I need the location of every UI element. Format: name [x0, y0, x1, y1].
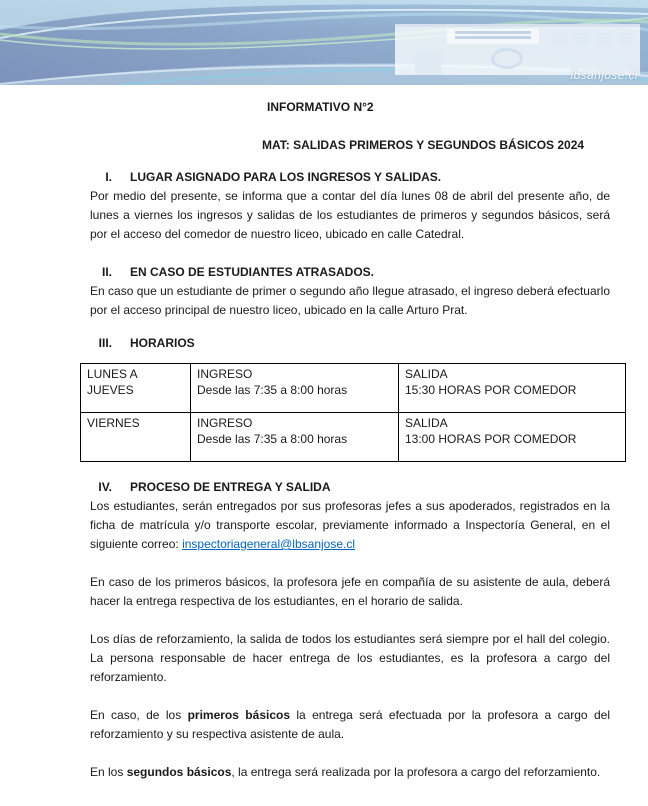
ingreso-detail: Desde las 7:35 a 8:00 horas: [197, 432, 348, 446]
salida-detail: 15:30 HORAS POR COMEDOR: [405, 383, 577, 397]
section-3-heading: [90, 334, 610, 353]
email-link[interactable]: inspectoriageneral@lbsanjose.cl: [182, 537, 356, 551]
section-4-heading: [90, 478, 610, 497]
text-run: , la entrega será realizada por la profesora a cargo del reforzamiento.: [231, 765, 601, 779]
day-cell: [81, 413, 191, 462]
building-logo-oval: [491, 48, 523, 69]
day-label: LUNES A JUEVES: [87, 367, 138, 397]
document-title: INFORMATIVO N°2: [267, 100, 374, 114]
building-sign: [447, 29, 539, 44]
section-1-body: Por medio del presente, se informa que a contar del día lunes 08 de abril del presente año, de lunes a viernes los ingresos y salidas de los estudiantes de primeros y segundos básicos, será por el acceso del comedor de nuestro liceo, ubicado en calle Catedral.: [90, 189, 610, 241]
building-windows: [553, 33, 636, 44]
building-windows: [553, 54, 636, 67]
ingreso-label: INGRESO: [197, 416, 253, 430]
building-door: [415, 50, 441, 75]
section-4-paragraph-3: Los días de reforzamiento, la salida de todos los estudiantes será siempre por el hall del colegio. La persona responsable de hacer entrega de los estudiantes, es la profesora a cargo del reforzamiento.: [90, 632, 610, 684]
salida-label: SALIDA: [405, 367, 448, 381]
section-4-paragraph-4: [90, 706, 610, 744]
section-4-paragraph-5: [90, 763, 610, 782]
website-label: lbsanjose.cl: [570, 68, 638, 82]
section-1-number: I.: [105, 170, 112, 184]
salida-cell: [399, 413, 626, 462]
text-run: Los estudiantes, serán entregados por sus profesoras jefes a sus apoderados, registrados en la ficha de matrícula y/o transporte escolar, previamente informado a Inspectoría General, en el siguiente correo:: [90, 499, 610, 551]
header-banner: [0, 0, 648, 85]
section-4-title: PROCESO DE ENTREGA Y SALIDA: [130, 480, 331, 494]
document-content: [0, 85, 648, 782]
table-row: [81, 364, 626, 413]
document-subject: MAT: SALIDAS PRIMEROS Y SEGUNDOS BÁSICOS 2024: [262, 138, 585, 152]
ingreso-label: INGRESO: [197, 367, 253, 381]
section-2-number: II.: [101, 265, 112, 279]
section-1-heading: [90, 168, 610, 187]
schedule-table: [80, 363, 626, 462]
section-4-paragraph-2: En caso de los primeros básicos, la profesora jefe en compañía de su asistente de aula, deberá hacer la entrega respectiva de los estudiantes, en el horario de salida.: [90, 575, 610, 608]
section-3-number: III.: [98, 336, 112, 350]
table-row: [81, 413, 626, 462]
text-run: En caso, de los: [90, 708, 188, 722]
section-2-title: EN CASO DE ESTUDIANTES ATRASADOS.: [130, 265, 375, 279]
day-label: VIERNES: [87, 416, 140, 430]
section-1-title: LUGAR ASIGNADO PARA LOS INGRESOS Y SALIDAS.: [130, 170, 442, 184]
text-run: la entrega será efectuada por la profesora a cargo del reforzamiento y su respectiva asistente de aula.: [90, 708, 610, 741]
text-run-bold: segundos básicos: [126, 765, 232, 779]
day-cell: [81, 364, 191, 413]
section-4-number: IV.: [98, 480, 112, 494]
ingreso-detail: Desde las 7:35 a 8:00 horas: [197, 383, 348, 397]
section-3-title: HORARIOS: [130, 336, 195, 350]
salida-label: SALIDA: [405, 416, 448, 430]
section-2-body: En caso que un estudiante de primer o segundo año llegue atrasado, el ingreso deberá efectuarlo por el acceso principal de nuestro liceo, ubicado en la calle Arturo Prat.: [90, 284, 610, 317]
salida-detail: 13:00 HORAS POR COMEDOR: [405, 432, 577, 446]
ingreso-cell: [191, 413, 399, 462]
building-roofline: [395, 24, 640, 27]
salida-cell: [399, 364, 626, 413]
text-run: En los: [90, 765, 127, 779]
text-run-bold: primeros básicos: [187, 708, 290, 722]
ingreso-cell: [191, 364, 399, 413]
section-2-heading: [90, 263, 610, 282]
section-4-paragraph-1: [90, 497, 610, 554]
